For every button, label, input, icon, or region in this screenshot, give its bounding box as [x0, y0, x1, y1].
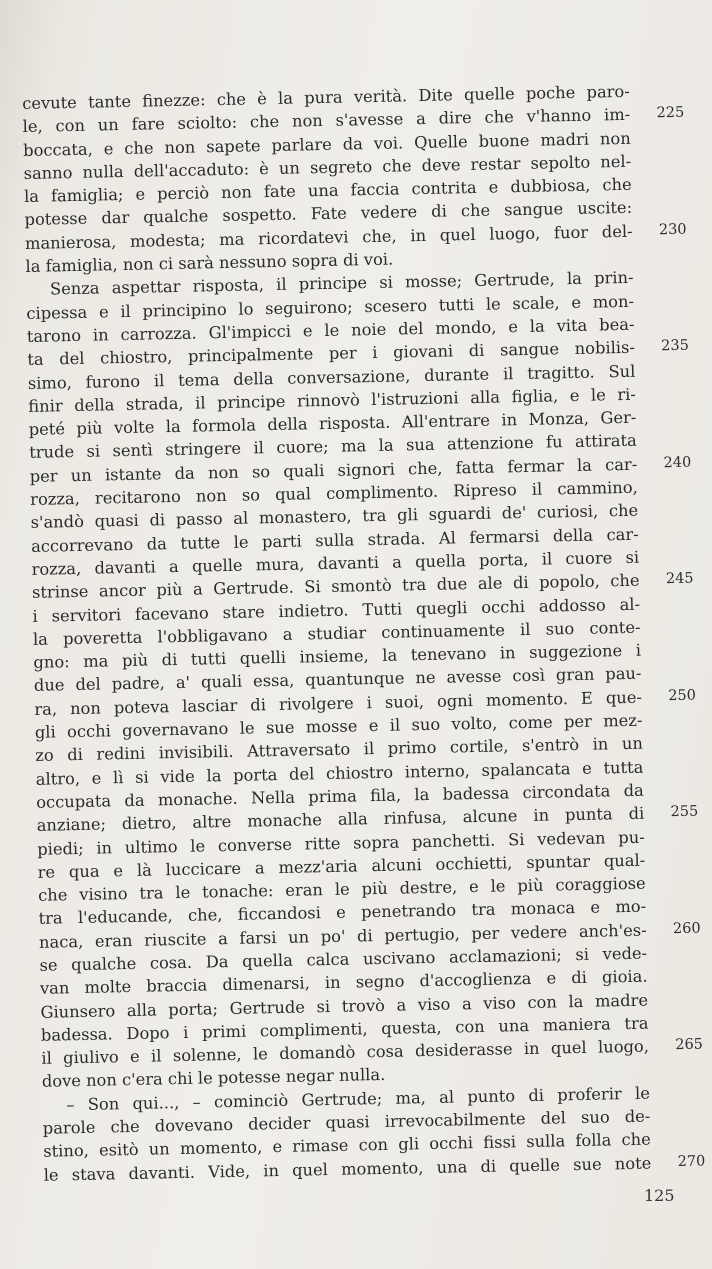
text-line-content: altro, e lì si vide la porta del chiostro interno, spalancata e tutta — [35, 757, 644, 789]
text-line-content: rozza, davanti a quelle mura, davanti a quella porta, il cuore si — [31, 547, 640, 579]
text-line-content: sanno nulla dell'accaduto: è un segreto che deve restar sepolto nel- — [23, 151, 632, 183]
text-line-content: simo, furono il tema della conversazione, durante il tragitto. Sul — [27, 361, 636, 393]
line-number: 250 — [668, 687, 697, 704]
text-line-content: trude si sentì stringere il cuore; ma la sua attenzione fu attirata — [29, 431, 637, 463]
text-line-content: ra, non poteva lasciar di rivolgere i suoi, ogni momento. E que- — [34, 687, 643, 719]
text-line-content: finir della strada, il principe rinnovò l'istruzioni alla figlia, e le ri- — [28, 384, 637, 416]
text-line-content: stino, esitò un momento, e rimase con gli occhi fissi sulla folla che — [43, 1129, 651, 1162]
text-line-content: Senza aspettar risposta, il principe si mosse; Gertrude, la prin- — [49, 268, 634, 299]
text-line-content: s'andò quasi di passo al monastero, tra gli sguardi de' curiosi, che — [30, 501, 639, 533]
text-line-content: la poveretta l'obbligavano a studiar continuamente il suo conte- — [32, 617, 641, 649]
line-number: 230 — [658, 221, 687, 239]
text-line-content: accorrevano da tutte le parti sulla strada. Al fermarsi della car- — [30, 524, 639, 556]
text-line-content: il giulivo e il solenne, le domandò cosa desiderasse in quel luogo, — [41, 1036, 650, 1068]
body-text — [22, 80, 706, 1187]
page-number: 125 — [644, 1186, 675, 1205]
text-line-content: che visino tra le tonache: eran le più destre, e le più coraggiose — [37, 873, 646, 905]
text-line-content: boccata, e che non sapete parlare da voi. Quelle buone madri non — [22, 128, 631, 160]
text-line-content: Giunsero alla porta; Gertrude si trovò a viso a viso con la madre — [40, 990, 649, 1022]
text-line-content: le, con un fare sciolto: che non s'avesse a dire che v'hanno im- — [22, 105, 631, 137]
text-line-content: se qualche cosa. Da quella calca uscivano acclamazioni; si vede- — [39, 943, 648, 975]
line-number: 255 — [670, 803, 699, 821]
text-line-content: gno: ma più di tutti quelli insieme, la tenevano in suggezione i — [33, 640, 642, 673]
text-line-content: per un istante da non so quali signori che, fatta fermar la car- — [29, 454, 638, 486]
text-line-content: manierosa, modesta; ma ricordatevi che, in quel luogo, fuor del- — [24, 221, 633, 253]
text-line-content: badessa. Dopo i primi complimenti, questa, con una maniera tra — [40, 1013, 649, 1045]
text-line-content: gli occhi governavano le sue mosse e il suo volto, come per mez- — [34, 710, 643, 742]
line-number: 270 — [677, 1153, 706, 1170]
text-line-content: ta del chiostro, principalmente per i giovani di sangue nobilis- — [27, 338, 636, 370]
text-line-content: cevute tante finezze: che è la pura verità. Dite quelle poche paro- — [22, 81, 630, 113]
line-number: 240 — [663, 454, 692, 471]
text-line-content: cipessa e il principino lo seguirono; scesero tutti le scale, e mon- — [26, 291, 635, 323]
text-line-content: re qua e là luccicare a mezz'aria alcuni occhietti, spuntar qual- — [37, 850, 646, 882]
text-line-content: le stava davanti. Vide, in quel momento, una di quelle sue note — [43, 1153, 652, 1185]
text-line-content: piedi; in ultimo le converse ritte sopra panchetti. Si vedevan pu- — [37, 827, 645, 859]
text-line-content: anziane; dietro, altre monache alla rinfusa, alcune in punta di — [36, 803, 645, 836]
text-line-content: tarono in carrozza. Gl'impicci e le noie del mondo, e la vita bea- — [26, 314, 635, 346]
text-line-content: la famiglia; e perciò non fate una faccia contrita e dubbiosa, che — [23, 174, 632, 207]
line-number: 260 — [672, 920, 701, 937]
text-line-content: strinse ancor più a Gertrude. Si smontò tra due ale di popolo, che — [31, 570, 640, 603]
text-line-content: rozza, recitarono non so qual complimento. Ripreso il cammino, — [29, 477, 638, 509]
text-line-content: peté più volte la formola della risposta. All'entrare in Monza, Ger- — [28, 407, 637, 440]
text-line-content: zo di redini invisibili. Attraversato il primo cortile, s'entrò in un — [35, 733, 644, 766]
text-line-content: – Son qui..., – cominciò Gertrude; ma, al punto di proferir le — [66, 1083, 651, 1115]
text-line-content: parole che dovevano decider quasi irrevocabilmente del suo de- — [42, 1106, 651, 1138]
text-line-content: la famiglia, non ci sarà nessuno sopra di voi. — [25, 249, 394, 277]
text-line-content: naca, eran riuscite a farsi un po' di pertugio, per vedere anch'es- — [38, 920, 647, 952]
text-line-content: potesse dar qualche sospetto. Fate vedere di che sangue uscite: — [24, 198, 633, 230]
text-line-content: tra l'educande, che, ficcandosi e penetrando tra monaca e mo- — [38, 897, 647, 929]
line-number: 225 — [656, 105, 685, 122]
line-number: 235 — [661, 337, 690, 355]
line-number: 245 — [665, 570, 694, 588]
line-number: 265 — [675, 1036, 704, 1054]
text-line-content: i servitori facevano stare indietro. Tutti quegli occhi addosso al- — [32, 594, 641, 626]
text-line-content: dove non c'era chi le potesse negar nulla. — [41, 1065, 386, 1092]
text-line-content: van molte braccia dimenarsi, in segno d'accoglienza e di gioia. — [39, 966, 648, 999]
text-line-content: due del padre, a' quali essa, quantunque ne avesse così gran pau- — [33, 664, 642, 696]
text-line-content: occupata da monache. Nella prima fila, la badessa circondata da — [36, 780, 644, 812]
